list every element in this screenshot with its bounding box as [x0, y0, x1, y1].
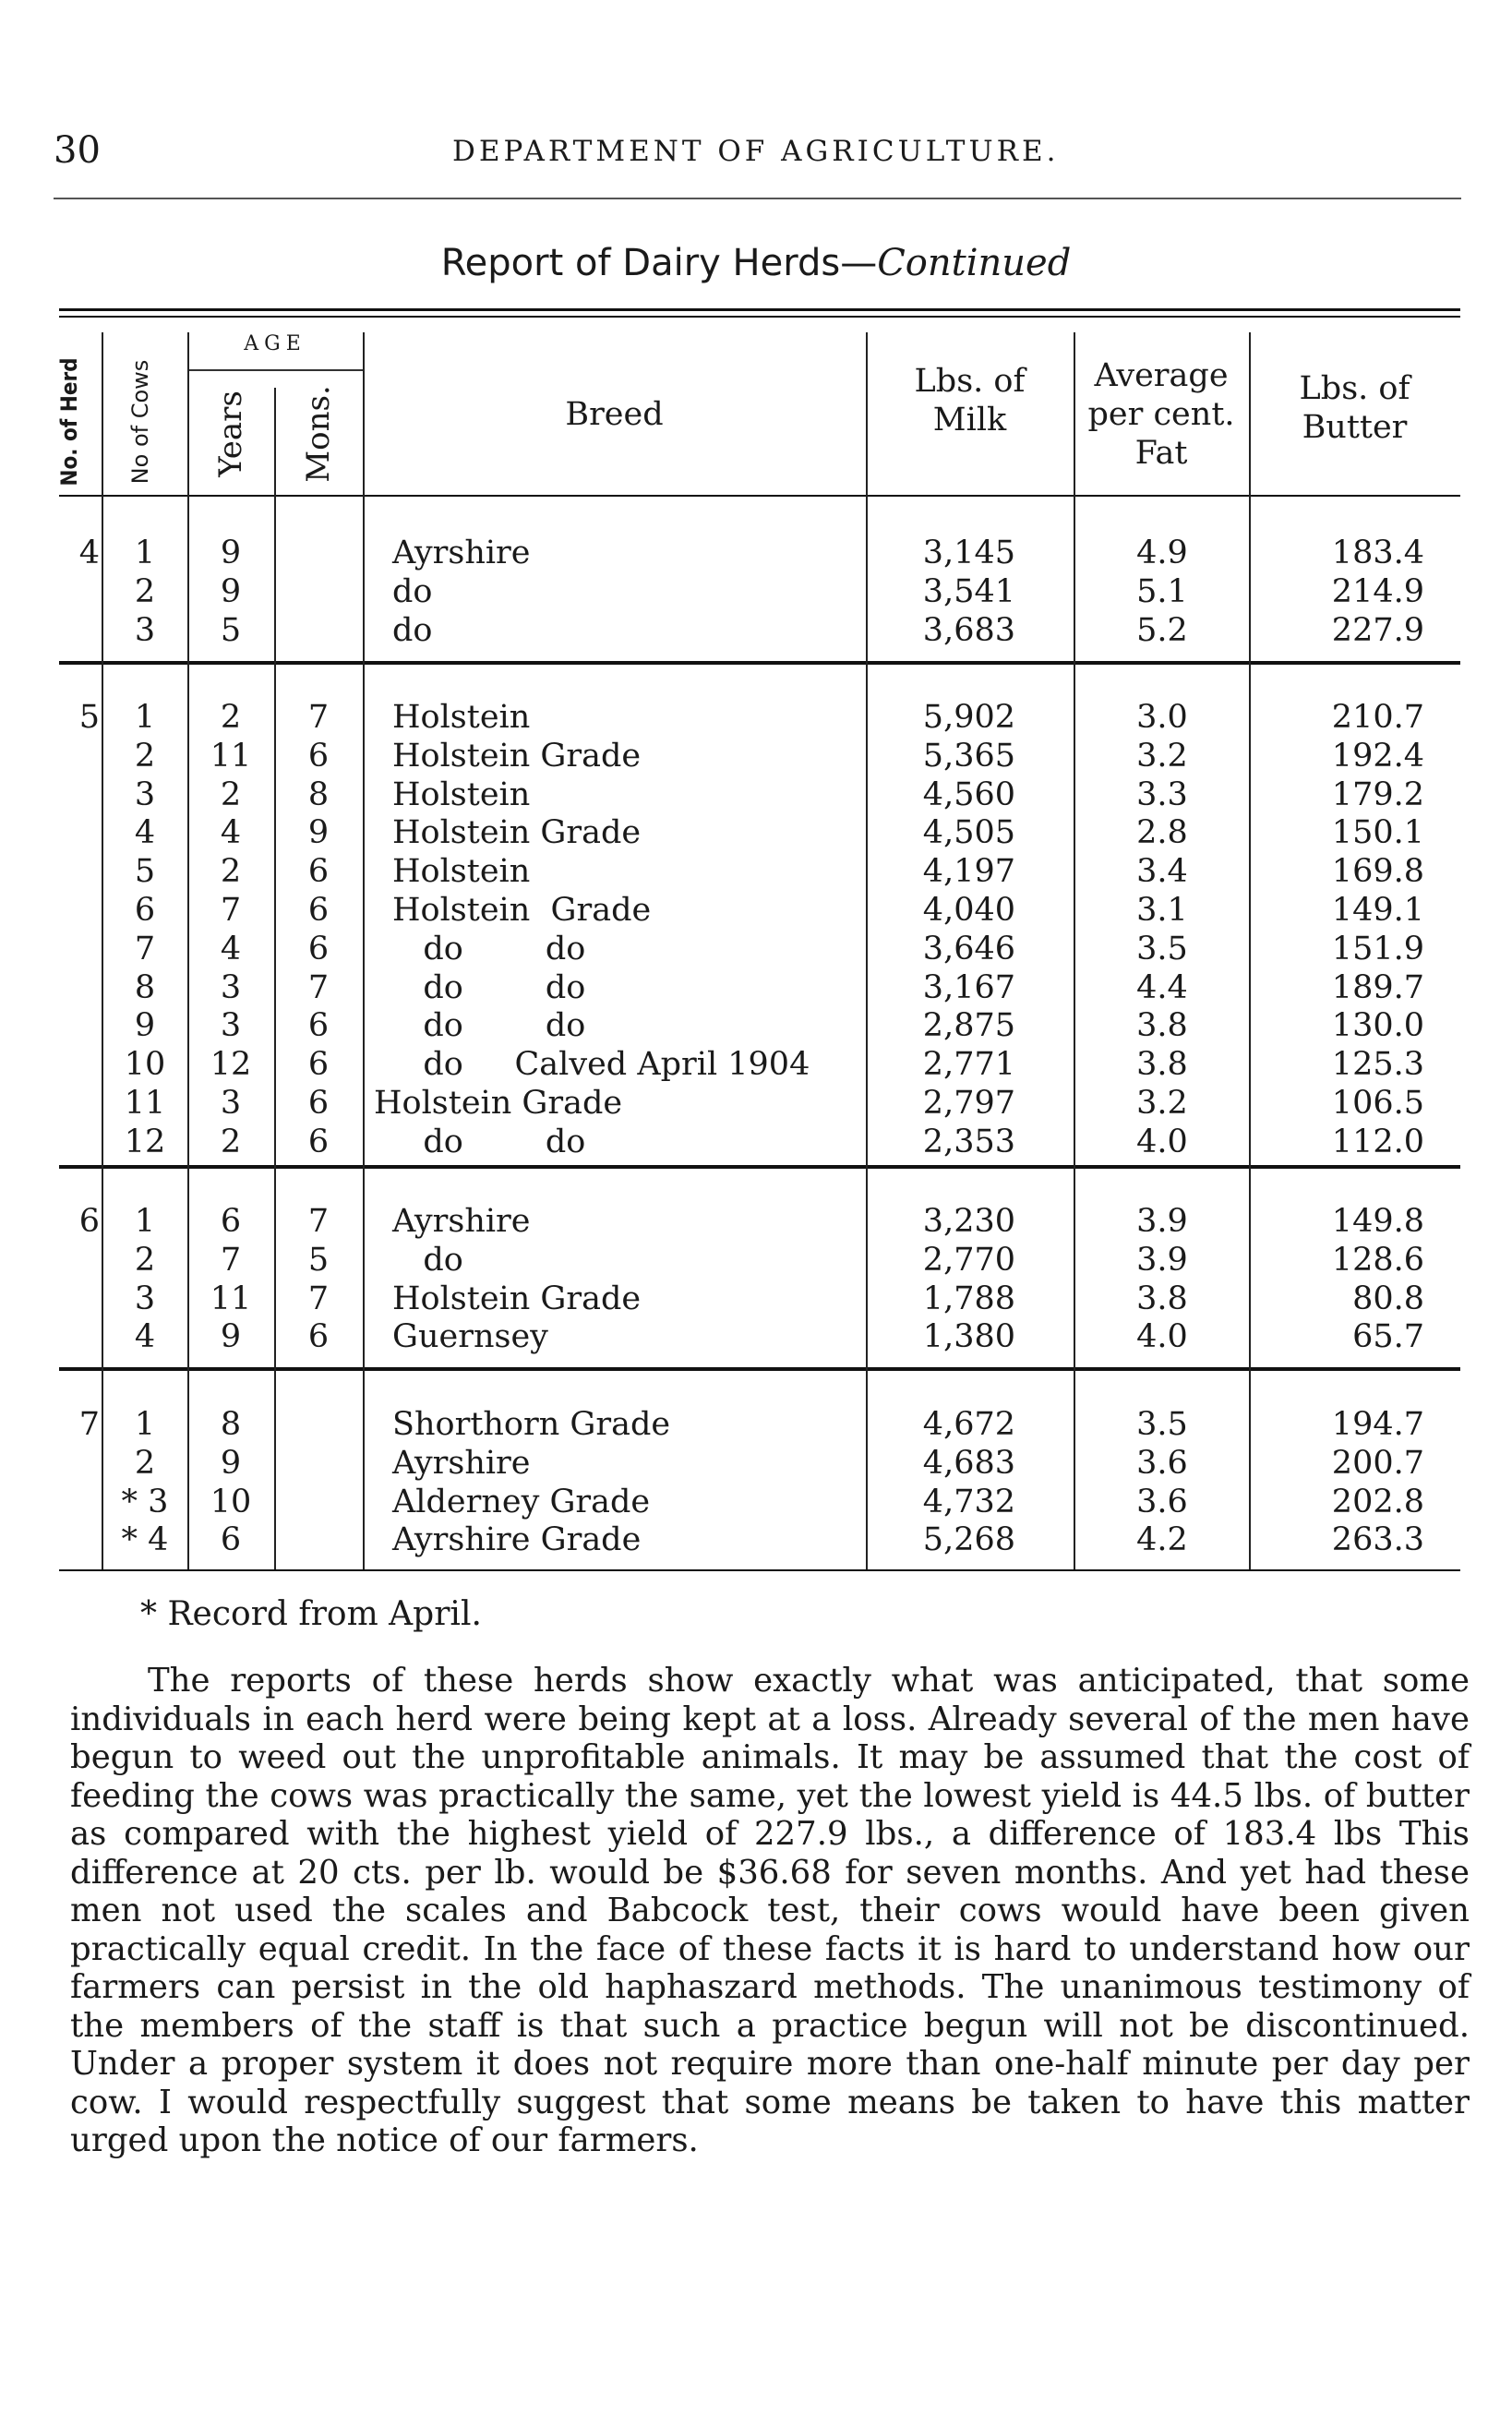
fat-percent: 4.4 — [1136, 968, 1188, 1006]
cow-number: * 3 — [121, 1483, 169, 1520]
cow-number: 6 — [134, 892, 156, 929]
milk-lbs: 1,788 — [922, 1280, 1015, 1317]
fat-percent: 3.8 — [1136, 1007, 1188, 1045]
herd-number: 5 — [78, 699, 100, 736]
fat-percent: 3.4 — [1136, 853, 1188, 891]
age-years: 3 — [220, 968, 242, 1006]
cow-number: 3 — [134, 611, 156, 649]
age-months: 7 — [307, 1280, 330, 1317]
header-cows: No of Cows — [127, 359, 153, 485]
butter-lbs: 183.4 — [1331, 535, 1424, 571]
header-milk-2: Milk — [932, 402, 1007, 439]
butter-lbs: 130.0 — [1331, 1007, 1424, 1045]
butter-lbs: 149.8 — [1331, 1203, 1424, 1240]
age-years: 9 — [220, 1318, 242, 1356]
butter-lbs: 65.7 — [1352, 1318, 1424, 1356]
herd-number: 7 — [78, 1406, 100, 1443]
breed-name: Ayrshire — [392, 535, 531, 571]
breed-name: Holstein Grade — [392, 892, 652, 929]
age-under-rule — [187, 369, 363, 371]
milk-lbs: 4,197 — [922, 853, 1015, 891]
age-years: 5 — [220, 611, 242, 649]
cow-number: 12 — [124, 1123, 166, 1160]
butter-lbs: 194.7 — [1331, 1406, 1424, 1443]
header-fat-2: per cent. — [1087, 396, 1235, 433]
age-years: 7 — [220, 1241, 242, 1279]
breed-name: Holstein — [392, 775, 531, 813]
age-years: 9 — [220, 535, 242, 571]
milk-lbs: 4,672 — [922, 1406, 1015, 1443]
header-years: Years — [212, 390, 249, 477]
cow-number: 5 — [134, 853, 156, 891]
milk-lbs: 2,797 — [922, 1085, 1015, 1122]
cow-number: 2 — [134, 737, 156, 775]
butter-lbs: 227.9 — [1331, 611, 1424, 649]
breed-name: Holstein Grade — [392, 1280, 642, 1317]
age-months: 6 — [307, 853, 330, 891]
breed-name: Holstein — [392, 699, 531, 736]
cow-number: 1 — [134, 699, 156, 736]
age-years: 2 — [220, 775, 242, 813]
age-years: 8 — [220, 1406, 242, 1443]
fat-percent: 3.9 — [1136, 1241, 1188, 1279]
footnote: * Record from April. — [140, 1595, 482, 1633]
fat-percent: 3.0 — [1136, 699, 1188, 736]
age-months: 6 — [307, 930, 330, 967]
age-years: 2 — [220, 853, 242, 891]
milk-lbs: 3,230 — [922, 1203, 1015, 1240]
age-years: 9 — [220, 1444, 242, 1482]
fat-percent: 3.6 — [1136, 1444, 1188, 1482]
cow-number: 4 — [134, 814, 156, 852]
breed-name: Shorthorn Grade — [392, 1406, 671, 1443]
col-rule-mons — [363, 332, 365, 1569]
fat-percent: 4.2 — [1136, 1521, 1188, 1559]
milk-lbs: 2,875 — [922, 1007, 1015, 1045]
cow-number: 10 — [124, 1046, 166, 1084]
breed-name: Holstein Grade — [374, 1085, 623, 1122]
age-years: 2 — [220, 1123, 242, 1160]
header-breed: Breed — [565, 396, 664, 433]
running-head: DEPARTMENT OF AGRICULTURE. — [452, 135, 1060, 168]
header-fat-3: Fat — [1134, 435, 1188, 472]
age-months: 7 — [307, 699, 330, 736]
table-top-rule-2 — [59, 316, 1460, 318]
breed-name: do — [392, 572, 433, 610]
cow-number: 8 — [134, 968, 156, 1006]
herd-number: 6 — [78, 1203, 100, 1240]
breed-name: Alderney Grade — [392, 1483, 651, 1520]
cow-number: 1 — [134, 1406, 156, 1443]
body-paragraph: The reports of these herds show exactly what was anticipated, that some individuals in each herd were being kept at a loss. Already several of the men have begun to weed out the unprofitable animals. It may be assumed that the cost of feeding the cows was practically the same, yet the lowest yield is 44.5 lbs. of butter as compared with the highest yield of 227.9 lbs., a difference of 183.4 lbs This difference at 20 cts. per lb. would be $36.68 for seven months. And yet had these men not used the scales and Babcock test, their cows would have been given practically equal credit. In the face of these facts it is hard to understand how our farmers can persist in the old haphaszard methods. The unanimous testimony of the members of the staff is that such a practice begun will not be discontinued. Under a proper system it does not require more than one-half minute per day per cow. I would respectfully suggest that some means be taken to have this matter urged upon the notice of our farmers. — [70, 1662, 1470, 2159]
butter-lbs: 125.3 — [1331, 1046, 1424, 1084]
milk-lbs: 3,145 — [922, 535, 1015, 571]
milk-lbs: 3,167 — [922, 968, 1015, 1006]
butter-lbs: 263.3 — [1331, 1521, 1424, 1559]
butter-lbs: 214.9 — [1331, 572, 1424, 610]
breed-name: Ayrshire — [392, 1203, 531, 1240]
age-months: 6 — [307, 1007, 330, 1045]
breed-name: Guernsey — [392, 1318, 548, 1356]
milk-lbs: 5,365 — [922, 737, 1015, 775]
butter-lbs: 112.0 — [1331, 1123, 1424, 1160]
table-title — [0, 242, 1512, 284]
butter-lbs: 179.2 — [1331, 775, 1424, 813]
fat-percent: 3.8 — [1136, 1280, 1188, 1317]
fat-percent: 4.9 — [1136, 535, 1188, 571]
cow-number: 11 — [124, 1085, 166, 1122]
milk-lbs: 5,268 — [922, 1521, 1015, 1559]
breed-name: Holstein Grade — [392, 814, 642, 852]
milk-lbs: 3,541 — [922, 572, 1015, 610]
fat-percent: 3.8 — [1136, 1046, 1188, 1084]
butter-lbs: 202.8 — [1331, 1483, 1424, 1520]
age-years: 6 — [220, 1203, 242, 1240]
table-title-main: Report of Dairy Herds— — [440, 242, 878, 284]
butter-lbs: 192.4 — [1331, 737, 1424, 775]
butter-lbs: 210.7 — [1331, 699, 1424, 736]
milk-lbs: 4,560 — [922, 775, 1015, 813]
cow-number: 3 — [134, 1280, 156, 1317]
age-years: 4 — [220, 930, 242, 967]
butter-lbs: 128.6 — [1331, 1241, 1424, 1279]
age-months: 6 — [307, 1085, 330, 1122]
fat-percent: 3.1 — [1136, 892, 1188, 929]
milk-lbs: 2,353 — [922, 1123, 1015, 1160]
fat-percent: 3.5 — [1136, 1406, 1188, 1443]
age-months: 7 — [307, 968, 330, 1006]
cow-number: * 4 — [121, 1521, 169, 1559]
cow-number: 1 — [134, 535, 156, 571]
fat-percent: 3.6 — [1136, 1483, 1188, 1520]
breed-name: Holstein — [392, 853, 531, 891]
butter-lbs: 169.8 — [1331, 853, 1424, 891]
age-months: 9 — [307, 814, 330, 852]
age-years: 3 — [220, 1085, 242, 1122]
age-years: 11 — [210, 1280, 252, 1317]
breed-name: do — [392, 1241, 463, 1279]
age-months: 6 — [307, 1123, 330, 1160]
butter-lbs: 149.1 — [1331, 892, 1424, 929]
age-months: 6 — [307, 737, 330, 775]
age-years: 3 — [220, 1007, 242, 1045]
header-mons: Mons. — [300, 385, 337, 483]
fat-percent: 5.1 — [1136, 572, 1188, 610]
herd-number: 4 — [78, 535, 100, 571]
milk-lbs: 4,683 — [922, 1444, 1015, 1482]
milk-lbs: 4,732 — [922, 1483, 1015, 1520]
milk-lbs: 2,771 — [922, 1046, 1015, 1084]
cow-number: 1 — [134, 1203, 156, 1240]
header-fat-1: Average — [1094, 357, 1229, 394]
header-butter-1: Lbs. of — [1299, 370, 1410, 407]
butter-lbs: 200.7 — [1331, 1444, 1424, 1482]
milk-lbs: 3,646 — [922, 930, 1015, 967]
milk-lbs: 2,770 — [922, 1241, 1015, 1279]
table-title-continued: Continued — [877, 242, 1072, 284]
breed-name: do do — [392, 1123, 586, 1160]
butter-lbs: 106.5 — [1331, 1085, 1424, 1122]
cow-number: 2 — [134, 572, 156, 610]
age-months: 7 — [307, 1203, 330, 1240]
fat-percent: 3.3 — [1136, 775, 1188, 813]
header-rule — [54, 198, 1461, 199]
age-months: 6 — [307, 1318, 330, 1356]
breed-name: do Calved April 1904 — [392, 1046, 810, 1084]
breed-name: Ayrshire Grade — [392, 1521, 642, 1559]
breed-name: do do — [392, 930, 586, 967]
header-age: AGE — [244, 332, 306, 355]
age-years: 2 — [220, 699, 242, 736]
cow-number: 3 — [134, 775, 156, 813]
header-milk-1: Lbs. of — [914, 363, 1026, 400]
cow-number: 2 — [134, 1444, 156, 1482]
table-bottom-rule — [59, 1569, 1460, 1571]
page-number: 30 — [54, 129, 101, 172]
header-butter-2: Butter — [1302, 409, 1408, 446]
table-top-rule — [59, 308, 1460, 311]
fat-percent: 2.8 — [1136, 814, 1188, 852]
fat-percent: 4.0 — [1136, 1318, 1188, 1356]
cow-number: 2 — [134, 1241, 156, 1279]
butter-lbs: 189.7 — [1331, 968, 1424, 1006]
age-years: 12 — [210, 1046, 252, 1084]
age-years: 9 — [220, 572, 242, 610]
butter-lbs: 150.1 — [1331, 814, 1424, 852]
age-years: 7 — [220, 892, 242, 929]
butter-lbs: 80.8 — [1352, 1280, 1424, 1317]
milk-lbs: 5,902 — [922, 699, 1015, 736]
fat-percent: 3.9 — [1136, 1203, 1188, 1240]
milk-lbs: 4,040 — [922, 892, 1015, 929]
age-months: 8 — [307, 775, 330, 813]
breed-name: do do — [392, 968, 586, 1006]
age-months: 6 — [307, 892, 330, 929]
header-herd: No. of Herd — [56, 357, 82, 487]
age-years: 4 — [220, 814, 242, 852]
age-months: 6 — [307, 1046, 330, 1084]
age-years: 10 — [210, 1483, 252, 1520]
fat-percent: 3.5 — [1136, 930, 1188, 967]
breed-name: Holstein Grade — [392, 737, 642, 775]
fat-percent: 4.0 — [1136, 1123, 1188, 1160]
fat-percent: 5.2 — [1136, 611, 1188, 649]
butter-lbs: 151.9 — [1331, 930, 1424, 967]
cow-number: 9 — [134, 1007, 156, 1045]
fat-percent: 3.2 — [1136, 737, 1188, 775]
age-months: 5 — [307, 1241, 330, 1279]
breed-name: do — [392, 611, 433, 649]
cow-number: 7 — [134, 930, 156, 967]
milk-lbs: 4,505 — [922, 814, 1015, 852]
milk-lbs: 1,380 — [922, 1318, 1015, 1356]
age-years: 11 — [210, 737, 252, 775]
age-years: 6 — [220, 1521, 242, 1559]
breed-name: Ayrshire — [392, 1444, 531, 1482]
fat-percent: 3.2 — [1136, 1085, 1188, 1122]
milk-lbs: 3,683 — [922, 611, 1015, 649]
breed-name: do do — [392, 1007, 586, 1045]
cow-number: 4 — [134, 1318, 156, 1356]
